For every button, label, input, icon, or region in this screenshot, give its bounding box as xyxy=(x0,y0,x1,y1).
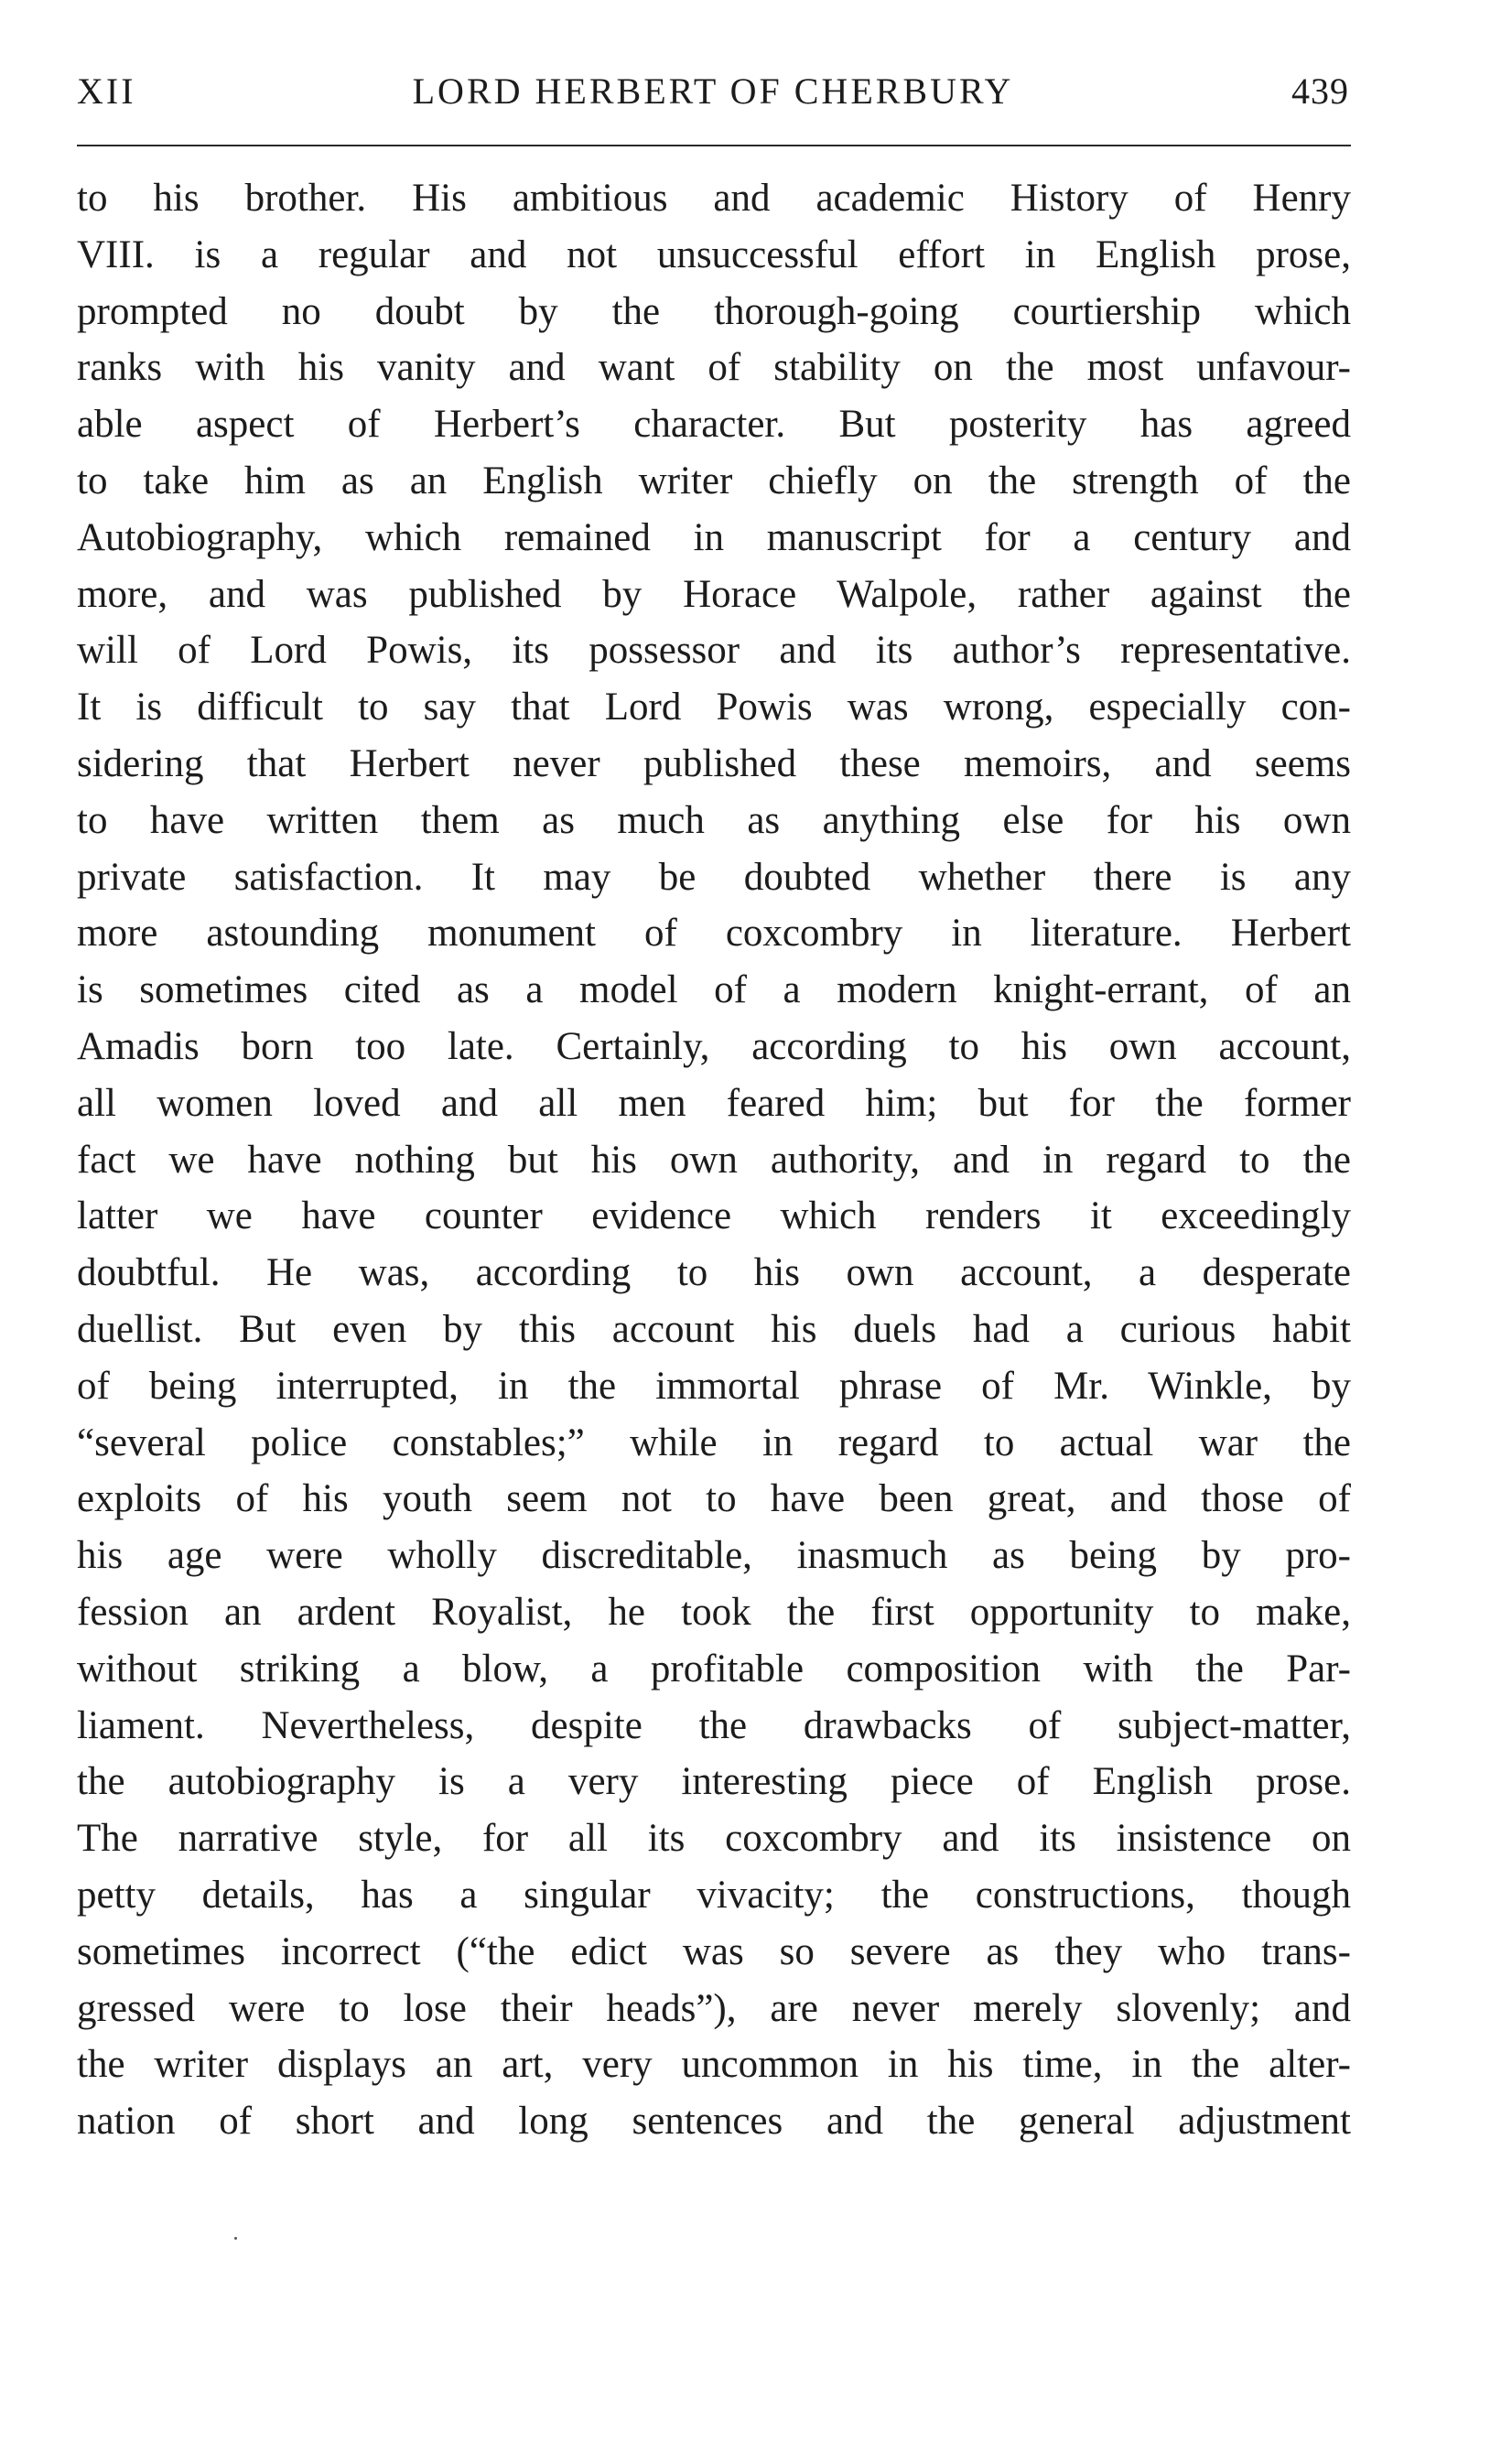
text-line: to his brother. His ambitious and academic History of Henry xyxy=(77,177,1351,220)
running-head xyxy=(77,70,1349,124)
text-line: the autobiography is a very interesting piece of English prose. xyxy=(77,1760,1351,1804)
text-line: more astounding monument of coxcombry in literature. Herbert xyxy=(77,912,1351,956)
header-rule xyxy=(77,145,1351,146)
text-line: his age were wholly discreditable, inasmuch as being by pro- xyxy=(77,1534,1351,1578)
chapter-number: XII xyxy=(77,70,136,112)
text-line: Amadis born too late. Certainly, according to his own account, xyxy=(77,1024,1351,1068)
text-line: private satisfaction. It may be doubted whether there is any xyxy=(77,855,1351,899)
text-line: all women loved and all men feared him; but for the former xyxy=(77,1081,1351,1125)
text-line: fact we have nothing but his own authority, and in regard to the xyxy=(77,1138,1351,1182)
text-line: doubtful. He was, according to his own account, a desperate xyxy=(77,1251,1351,1295)
text-line: latter we have counter evidence which renders it exceedingly xyxy=(77,1194,1351,1238)
text-line: It is difficult to say that Lord Powis was wrong, especially con- xyxy=(77,686,1351,729)
text-line: without striking a blow, a profitable composition with the Par- xyxy=(77,1647,1351,1691)
text-line: nation of short and long sentences and the general adjustment xyxy=(77,2100,1351,2144)
page-number: 439 xyxy=(1291,70,1349,112)
body-text xyxy=(77,170,1351,2150)
text-line: VIII. is a regular and not unsuccessful effort in English prose, xyxy=(77,232,1351,276)
text-line: to have written them as much as anything else for his own xyxy=(77,798,1351,842)
text-line: of being interrupted, in the immortal phrase of Mr. Winkle, by xyxy=(77,1364,1351,1408)
text-line: petty details, has a singular vivacity; the constructions, though xyxy=(77,1873,1351,1917)
text-line: duellist. But even by this account his duels had a curious habit xyxy=(77,1307,1351,1351)
text-line: more, and was published by Horace Walpole, rather against the xyxy=(77,572,1351,616)
text-line: able aspect of Herbert’s character. But posterity has agreed xyxy=(77,403,1351,447)
text-line: liament. Nevertheless, despite the drawbacks of subject-matter, xyxy=(77,1703,1351,1747)
text-line: fession an ardent Royalist, he took the first opportunity to make, xyxy=(77,1590,1351,1634)
text-line: sometimes incorrect (“the edict was so severe as they who trans- xyxy=(77,1929,1351,1973)
text-line: sidering that Herbert never published these memoirs, and seems xyxy=(77,741,1351,785)
text-line: will of Lord Powis, its possessor and its author’s representative. xyxy=(77,629,1351,673)
running-title: LORD HERBERT OF CHERBURY xyxy=(412,70,1014,112)
text-line: Autobiography, which remained in manuscript for a century and xyxy=(77,515,1351,559)
text-line: prompted no doubt by the thorough-going courtiership which xyxy=(77,289,1351,333)
text-line: exploits of his youth seem not to have been great, and those of xyxy=(77,1477,1351,1521)
text-line: the writer displays an art, very uncommon in his time, in the alter- xyxy=(77,2043,1351,2087)
ink-speck xyxy=(234,2237,237,2240)
text-line: gressed were to lose their heads”), are never merely slovenly; and xyxy=(77,1986,1351,2030)
text-line: is sometimes cited as a model of a modern knight-errant, of an xyxy=(77,968,1351,1012)
text-line: “several police constables;” while in regard to actual war the xyxy=(77,1421,1351,1464)
text-line: ranks with his vanity and want of stability on the most unfavour- xyxy=(77,346,1351,390)
text-line: The narrative style, for all its coxcombry and its insistence on xyxy=(77,1817,1351,1861)
text-line: to take him as an English writer chiefly on the strength of the xyxy=(77,459,1351,502)
